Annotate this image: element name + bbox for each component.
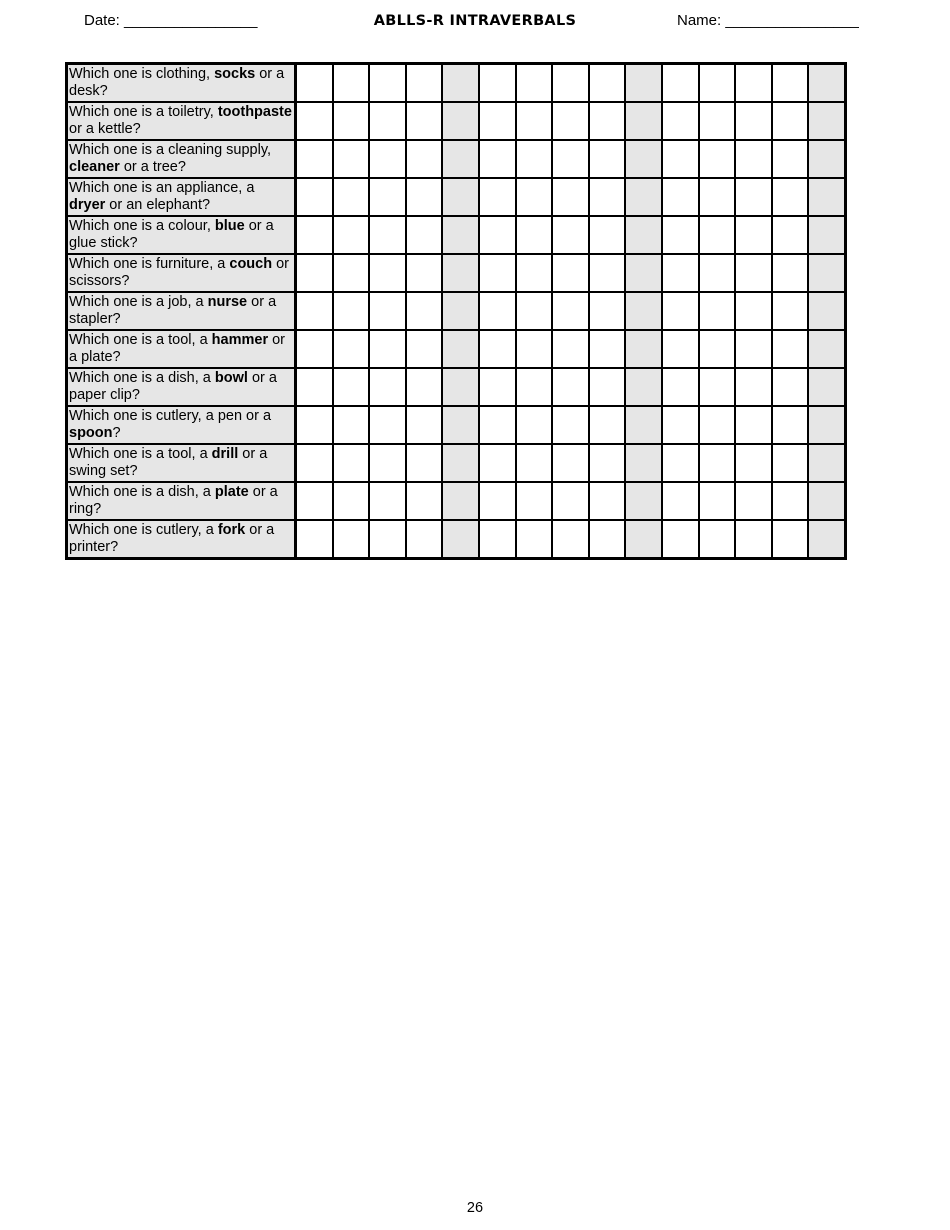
question-target-word: drill [211, 446, 239, 462]
trial-cell[interactable] [772, 64, 809, 103]
trial-cell[interactable] [479, 292, 516, 330]
question-row [67, 520, 846, 559]
trial-cell[interactable] [406, 330, 443, 368]
trial-cell[interactable] [662, 254, 699, 292]
trial-cell[interactable] [589, 102, 626, 140]
trial-cell[interactable] [589, 216, 626, 254]
trial-cell[interactable] [625, 406, 662, 444]
trial-cell[interactable] [552, 254, 589, 292]
trial-cell[interactable] [369, 178, 406, 216]
trial-cell[interactable] [442, 368, 479, 406]
trial-cell[interactable] [296, 102, 333, 140]
trial-cell[interactable] [662, 444, 699, 482]
trial-cell[interactable] [735, 254, 772, 292]
trial-cell[interactable] [808, 64, 845, 103]
question-target-word: blue [214, 218, 245, 234]
trial-cell[interactable] [369, 216, 406, 254]
trial-cell[interactable] [699, 254, 736, 292]
trial-cell[interactable] [369, 368, 406, 406]
question-text [67, 254, 296, 292]
trial-cell[interactable] [735, 292, 772, 330]
trial-cell[interactable] [552, 140, 589, 178]
trial-cell[interactable] [662, 406, 699, 444]
trial-cell[interactable] [442, 330, 479, 368]
trial-cell[interactable] [662, 140, 699, 178]
trial-cell[interactable] [296, 64, 333, 103]
trial-cell[interactable] [442, 64, 479, 103]
question-suffix: or a stapler? [69, 294, 277, 327]
question-suffix: or a ring? [69, 484, 278, 517]
trial-cell[interactable] [479, 178, 516, 216]
trial-cell[interactable] [699, 140, 736, 178]
trial-cell[interactable] [296, 254, 333, 292]
trial-cell[interactable] [296, 330, 333, 368]
question-suffix: or a desk? [69, 66, 285, 99]
question-text [67, 216, 296, 254]
question-suffix: or an elephant? [105, 197, 211, 213]
trial-cell[interactable] [296, 520, 333, 559]
trial-cell[interactable] [735, 444, 772, 482]
trial-cell[interactable] [552, 292, 589, 330]
trial-cell[interactable] [442, 254, 479, 292]
trial-cell[interactable] [808, 444, 845, 482]
trial-cell[interactable] [333, 216, 370, 254]
trial-cell[interactable] [333, 178, 370, 216]
question-suffix: or a swing set? [69, 446, 268, 479]
trial-cell[interactable] [589, 520, 626, 559]
trial-cell[interactable] [552, 368, 589, 406]
trial-cell[interactable] [589, 254, 626, 292]
trial-cell[interactable] [772, 330, 809, 368]
trial-cell[interactable] [516, 444, 553, 482]
trial-cell[interactable] [625, 216, 662, 254]
question-row [67, 64, 846, 103]
trial-cell[interactable] [333, 64, 370, 103]
question-target-word: cleaner [69, 159, 120, 175]
question-target-word: couch [229, 256, 273, 272]
question-row [67, 140, 846, 178]
trial-cell[interactable] [369, 102, 406, 140]
trial-cell[interactable] [808, 520, 845, 559]
trial-cell[interactable] [808, 482, 845, 520]
trial-cell[interactable] [516, 254, 553, 292]
trial-cell[interactable] [369, 482, 406, 520]
trial-cell[interactable] [479, 330, 516, 368]
question-text [67, 330, 296, 368]
trial-cell[interactable] [516, 292, 553, 330]
question-prefix: Which one is a cleaning supply, [69, 142, 272, 158]
trial-cell[interactable] [333, 140, 370, 178]
trial-cell[interactable] [296, 482, 333, 520]
trial-cell[interactable] [479, 64, 516, 103]
trial-cell[interactable] [442, 482, 479, 520]
trial-cell[interactable] [699, 406, 736, 444]
date-field[interactable]: Date: ________________ [84, 12, 258, 29]
question-target-word: nurse [207, 294, 248, 310]
trial-cell[interactable] [552, 216, 589, 254]
trial-cell[interactable] [516, 520, 553, 559]
trial-cell[interactable] [296, 216, 333, 254]
trial-cell[interactable] [625, 444, 662, 482]
trial-cell[interactable] [589, 482, 626, 520]
question-prefix: Which one is clothing, [69, 66, 215, 82]
trial-cell[interactable] [589, 292, 626, 330]
question-prefix: Which one is a colour, [69, 218, 215, 234]
trial-cell[interactable] [516, 102, 553, 140]
question-suffix: or a kettle? [69, 121, 141, 137]
question-row [67, 330, 846, 368]
trial-cell[interactable] [625, 482, 662, 520]
trial-cell[interactable] [735, 330, 772, 368]
question-text [67, 368, 296, 406]
trial-cell[interactable] [772, 178, 809, 216]
trial-cell[interactable] [552, 482, 589, 520]
question-prefix: Which one is furniture, a [69, 256, 230, 272]
name-field[interactable]: Name: ________________ [677, 12, 859, 29]
trial-cell[interactable] [552, 444, 589, 482]
trial-cell[interactable] [479, 444, 516, 482]
trial-cell[interactable] [369, 254, 406, 292]
trial-cell[interactable] [296, 178, 333, 216]
trial-cell[interactable] [369, 292, 406, 330]
trial-cell[interactable] [662, 102, 699, 140]
question-suffix: or a printer? [69, 522, 275, 555]
question-text [67, 140, 296, 178]
trial-cell[interactable] [296, 140, 333, 178]
trial-cell[interactable] [808, 102, 845, 140]
question-row [67, 254, 846, 292]
trial-cell[interactable] [662, 178, 699, 216]
trial-cell[interactable] [808, 216, 845, 254]
question-suffix: or scissors? [69, 256, 290, 289]
trial-cell[interactable] [699, 330, 736, 368]
page-header [0, 12, 950, 34]
trial-cell[interactable] [772, 444, 809, 482]
trial-cell[interactable] [333, 368, 370, 406]
question-prefix: Which one is a dish, a [69, 370, 215, 386]
trial-cell[interactable] [552, 330, 589, 368]
trial-cell[interactable] [735, 520, 772, 559]
trial-cell[interactable] [735, 140, 772, 178]
trial-cell[interactable] [699, 216, 736, 254]
question-target-word: socks [214, 66, 256, 82]
trial-cell[interactable] [333, 254, 370, 292]
trial-cell[interactable] [735, 102, 772, 140]
page-number: 26 [466, 1200, 484, 1216]
trial-cell[interactable] [296, 292, 333, 330]
trial-cell[interactable] [479, 482, 516, 520]
trial-cell[interactable] [772, 140, 809, 178]
trial-cell[interactable] [589, 444, 626, 482]
trial-cell[interactable] [369, 140, 406, 178]
question-suffix: or a glue stick? [69, 218, 274, 251]
trial-cell[interactable] [406, 140, 443, 178]
question-row [67, 292, 846, 330]
trial-cell[interactable] [589, 140, 626, 178]
trial-cell[interactable] [406, 64, 443, 103]
trial-cell[interactable] [589, 64, 626, 103]
trial-cell[interactable] [442, 216, 479, 254]
trial-cell[interactable] [808, 140, 845, 178]
trial-cell[interactable] [442, 292, 479, 330]
question-target-word: plate [214, 484, 249, 500]
trial-cell[interactable] [333, 520, 370, 559]
trial-cell[interactable] [516, 64, 553, 103]
trial-cell[interactable] [369, 64, 406, 103]
trial-cell[interactable] [808, 406, 845, 444]
question-text [67, 406, 296, 444]
trial-cell[interactable] [333, 330, 370, 368]
question-target-word: hammer [211, 332, 269, 348]
trial-cell[interactable] [772, 482, 809, 520]
question-text [67, 102, 296, 140]
trial-cell[interactable] [406, 482, 443, 520]
trial-cell[interactable] [333, 292, 370, 330]
question-text [67, 292, 296, 330]
question-prefix: Which one is cutlery, a [69, 522, 218, 538]
trial-cell[interactable] [662, 482, 699, 520]
trial-cell[interactable] [735, 178, 772, 216]
trial-cell[interactable] [589, 368, 626, 406]
grid-body [67, 64, 846, 559]
question-row [67, 406, 846, 444]
trial-cell[interactable] [699, 482, 736, 520]
trial-cell[interactable] [479, 406, 516, 444]
trial-cell[interactable] [516, 406, 553, 444]
trial-cell[interactable] [333, 102, 370, 140]
trial-cell[interactable] [772, 520, 809, 559]
trial-cell[interactable] [735, 368, 772, 406]
trial-cell[interactable] [369, 520, 406, 559]
trial-cell[interactable] [479, 368, 516, 406]
question-text [67, 520, 296, 559]
question-row [67, 444, 846, 482]
trial-cell[interactable] [589, 178, 626, 216]
question-target-word: fork [217, 522, 246, 538]
trial-cell[interactable] [442, 140, 479, 178]
trial-cell[interactable] [479, 216, 516, 254]
trial-cell[interactable] [479, 520, 516, 559]
trial-cell[interactable] [735, 482, 772, 520]
trial-cell[interactable] [662, 64, 699, 103]
trial-cell[interactable] [625, 178, 662, 216]
trial-cell[interactable] [296, 368, 333, 406]
trial-cell[interactable] [808, 330, 845, 368]
question-suffix: ? [112, 425, 121, 441]
question-row [67, 178, 846, 216]
trial-cell[interactable] [625, 292, 662, 330]
question-text [67, 444, 296, 482]
trial-cell[interactable] [479, 140, 516, 178]
trial-cell[interactable] [333, 482, 370, 520]
trial-cell[interactable] [808, 178, 845, 216]
trial-cell[interactable] [625, 520, 662, 559]
trial-cell[interactable] [552, 520, 589, 559]
trial-cell[interactable] [296, 444, 333, 482]
trial-cell[interactable] [808, 254, 845, 292]
question-prefix: Which one is cutlery, a pen or a [69, 408, 272, 424]
trial-cell[interactable] [625, 254, 662, 292]
trial-cell[interactable] [406, 444, 443, 482]
trial-cell[interactable] [369, 444, 406, 482]
question-text [67, 482, 296, 520]
trial-cell[interactable] [772, 216, 809, 254]
trial-cell[interactable] [406, 368, 443, 406]
trial-cell[interactable] [625, 102, 662, 140]
question-row [67, 216, 846, 254]
question-row [67, 482, 846, 520]
trial-cell[interactable] [479, 102, 516, 140]
trial-cell[interactable] [662, 292, 699, 330]
trial-cell[interactable] [625, 368, 662, 406]
trial-cell[interactable] [479, 254, 516, 292]
trial-cell[interactable] [699, 520, 736, 559]
question-text [67, 64, 296, 103]
trial-cell[interactable] [552, 406, 589, 444]
trial-cell[interactable] [772, 254, 809, 292]
trial-cell[interactable] [406, 406, 443, 444]
question-target-word: toothpaste [217, 104, 292, 120]
question-text [67, 178, 296, 216]
question-target-word: spoon [69, 425, 113, 441]
question-prefix: Which one is an appliance, a [69, 180, 255, 196]
question-prefix: Which one is a job, a [69, 294, 208, 310]
trial-cell[interactable] [442, 520, 479, 559]
trial-cell[interactable] [772, 368, 809, 406]
trial-cell[interactable] [516, 178, 553, 216]
question-prefix: Which one is a tool, a [69, 332, 212, 348]
trial-cell[interactable] [662, 368, 699, 406]
trial-cell[interactable] [406, 254, 443, 292]
question-target-word: bowl [214, 370, 248, 386]
trial-cell[interactable] [406, 178, 443, 216]
trial-cell[interactable] [552, 102, 589, 140]
trial-cell[interactable] [735, 406, 772, 444]
trial-cell[interactable] [516, 482, 553, 520]
trial-cell[interactable] [442, 406, 479, 444]
question-target-word: dryer [69, 197, 106, 213]
question-suffix: or a tree? [119, 159, 186, 175]
question-suffix: or a paper clip? [69, 370, 277, 403]
trial-cell[interactable] [699, 368, 736, 406]
question-prefix: Which one is a tool, a [69, 446, 212, 462]
trial-cell[interactable] [369, 330, 406, 368]
trial-cell[interactable] [406, 216, 443, 254]
trial-cell[interactable] [772, 406, 809, 444]
trial-cell[interactable] [662, 520, 699, 559]
trial-cell[interactable] [808, 292, 845, 330]
trial-cell[interactable] [516, 368, 553, 406]
trial-cell[interactable] [772, 102, 809, 140]
page-title: ABLLS-R INTRAVERBALS [373, 13, 577, 29]
trial-cell[interactable] [662, 330, 699, 368]
question-row [67, 102, 846, 140]
trial-cell[interactable] [625, 140, 662, 178]
tracking-grid [65, 62, 847, 560]
trial-cell[interactable] [589, 406, 626, 444]
trial-cell[interactable] [296, 406, 333, 444]
trial-cell[interactable] [699, 102, 736, 140]
trial-cell[interactable] [625, 64, 662, 103]
trial-cell[interactable] [699, 444, 736, 482]
trial-cell[interactable] [699, 64, 736, 103]
question-prefix: Which one is a toiletry, [69, 104, 218, 120]
trial-cell[interactable] [589, 330, 626, 368]
trial-cell[interactable] [552, 64, 589, 103]
trial-cell[interactable] [442, 102, 479, 140]
trial-cell[interactable] [333, 406, 370, 444]
trial-cell[interactable] [699, 292, 736, 330]
trial-cell[interactable] [699, 178, 736, 216]
trial-cell[interactable] [552, 178, 589, 216]
trial-cell[interactable] [369, 406, 406, 444]
question-suffix: or a plate? [69, 332, 286, 365]
trial-cell[interactable] [735, 216, 772, 254]
trial-cell[interactable] [516, 140, 553, 178]
trial-cell[interactable] [735, 64, 772, 103]
trial-cell[interactable] [406, 292, 443, 330]
trial-cell[interactable] [516, 216, 553, 254]
trial-cell[interactable] [406, 102, 443, 140]
trial-cell[interactable] [808, 368, 845, 406]
trial-cell[interactable] [442, 178, 479, 216]
trial-cell[interactable] [772, 292, 809, 330]
trial-cell[interactable] [516, 330, 553, 368]
trial-cell[interactable] [625, 330, 662, 368]
trial-cell[interactable] [333, 444, 370, 482]
question-row [67, 368, 846, 406]
trial-cell[interactable] [406, 520, 443, 559]
question-prefix: Which one is a dish, a [69, 484, 215, 500]
trial-cell[interactable] [442, 444, 479, 482]
trial-cell[interactable] [662, 216, 699, 254]
